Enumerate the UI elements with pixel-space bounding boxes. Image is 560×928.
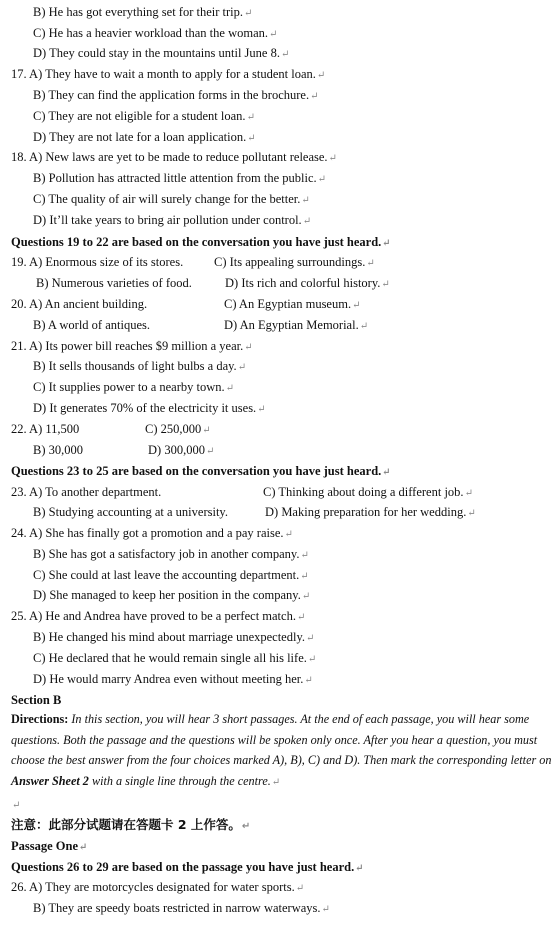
option-21d: D) It generates 70% of the electricity it uses.↵ [33,401,266,415]
paragraph-mark-icon: ↵ [300,550,309,561]
paragraph-mark-icon: ↵ [382,467,391,478]
paragraph-mark-icon: ↵ [467,508,476,519]
option-22b: B) 30,000 [33,443,83,457]
paragraph-mark-icon: ↵ [271,776,281,788]
paragraph-mark-icon: ↵ [295,883,305,894]
option-22c: C) 250,000↵ [145,422,211,436]
option-18b: B) Pollution has attracted little attention from the public.↵ [33,171,327,185]
paragraph-mark-icon: ↵ [205,446,215,457]
option-21c: C) It supplies power to a nearby town.↵ [33,380,235,394]
paragraph-mark-icon: ↵ [307,654,317,665]
option-25c: C) He declared that he would remain single all his life.↵ [33,651,317,665]
paragraph-mark-icon: ↵ [79,842,88,853]
heading-questions-19-22: Questions 19 to 22 are based on the conversation you have just heard.↵ [11,235,391,249]
paragraph-mark-icon: ↵ [464,488,473,499]
option-23c: C) Thinking about doing a different job.↵ [263,485,473,499]
option-26b: B) They are speedy boats restricted in narrow waterways.↵ [33,901,330,915]
paragraph-mark-icon: ↵ [301,591,311,602]
option-24d: D) She managed to keep her position in the company.↵ [33,588,311,602]
option-23b: B) Studying accounting at a university. [33,505,228,519]
option-19a: 19. A) Enormous size of its stores. [11,255,184,269]
paragraph-mark-icon: ↵ [317,174,327,185]
heading-questions-23-25: Questions 23 to 25 are based on the conversation you have just heard.↵ [11,464,391,478]
option-22d: D) 300,000↵ [148,443,215,457]
option-16b: B) He has got everything set for their trip.↵ [33,5,253,19]
directions-text-end: with a single line through the centre. [91,773,271,788]
directions-label: Directions: [11,712,69,726]
option-20a: 20. A) An ancient building. [11,297,148,311]
option-23a: 23. A) To another department. [11,485,162,499]
option-19d: D) Its rich and colorful history.↵ [225,276,390,290]
passage-one-heading: Passage One↵ [11,839,88,853]
option-16c: C) He has a heavier workload than the woman.↵ [33,26,278,40]
option-18c: C) The quality of air will surely change for the better.↵ [33,192,310,206]
option-24a: 24. A) She has finally got a promotion and a pay raise.↵ [11,526,293,540]
option-18d: D) It’ll take years to bring air pollution under control.↵ [33,213,312,227]
paragraph-mark-icon: ↵ [301,195,310,206]
paragraph-mark-icon: ↵ [328,153,337,164]
paragraph-mark-icon: ↵ [316,70,326,81]
option-26a: 26. A) They are motorcycles designated for water sports.↵ [11,880,305,894]
option-20d: D) An Egyptian Memorial.↵ [224,318,369,332]
paragraph-mark-icon: ↵ [304,675,313,686]
option-17c: C) They are not eligible for a student loan.↵ [33,109,255,123]
empty-paragraph [11,796,20,812]
paragraph-mark-icon: ↵ [247,133,256,144]
paragraph-mark-icon: ↵ [237,362,247,373]
paragraph-mark-icon: ↵ [321,904,330,915]
paragraph-mark-icon: ↵ [244,342,253,353]
option-17d: D) They are not late for a loan application.↵ [33,130,256,144]
option-24b: B) She has got a satisfactory job in another company.↵ [33,547,309,561]
option-18a: 18. A) New laws are yet to be made to reduce pollutant release.↵ [11,150,337,164]
option-17b: B) They can find the application forms in the brochure.↵ [33,88,319,102]
paragraph-mark-icon: ↵ [244,8,253,19]
option-22a: 22. A) 11,500 [11,422,80,436]
paragraph-mark-icon: ↵ [225,383,235,394]
paragraph-mark-icon: ↵ [382,238,391,249]
paragraph-mark-icon: ↵ [381,279,390,290]
paragraph-mark-icon: ↵ [257,404,266,415]
paragraph-mark-icon: ↵ [202,425,211,436]
paragraph-mark-icon: ↵ [310,91,319,102]
heading-questions-26-29: Questions 26 to 29 are based on the passage you have just heard.↵ [11,860,364,874]
option-23d: D) Making preparation for her wedding.↵ [265,505,476,519]
paragraph-mark-icon: ↵ [366,258,375,269]
paragraph-mark-icon: ↵ [352,300,361,311]
paragraph-mark-icon: ↵ [284,529,293,540]
section-b-heading: Section B [11,693,62,707]
answer-sheet-ref: Answer Sheet 2 [11,773,89,788]
paragraph-mark-icon: ↵ [280,49,290,60]
option-16d: D) They could stay in the mountains until June 8.↵ [33,46,290,60]
paragraph-mark-icon: ↵ [296,612,306,623]
option-20c: C) An Egyptian museum.↵ [224,297,361,311]
paragraph-mark-icon: ↵ [302,216,312,227]
paragraph-mark-icon: ↵ [359,321,369,332]
paragraph-mark-icon: ↵ [300,571,309,582]
paragraph-mark-icon: ↵ [246,112,255,123]
option-25b: B) He changed his mind about marriage unexpectedly.↵ [33,630,315,644]
paragraph-mark-icon: ↵ [269,29,278,40]
option-19c: C) Its appealing surroundings.↵ [214,255,375,269]
directions-paragraph [11,709,553,793]
option-25a: 25. A) He and Andrea have proved to be a perfect match.↵ [11,609,306,623]
option-21a: 21. A) Its power bill reaches $9 million a year.↵ [11,339,253,353]
option-21b: B) It sells thousands of light bulbs a day.↵ [33,359,247,373]
paragraph-mark-icon: ↵ [12,800,21,811]
option-24c: C) She could at last leave the accounting department.↵ [33,568,309,582]
paragraph-mark-icon: ↵ [241,821,251,832]
option-25d: D) He would marry Andrea even without meeting her.↵ [33,672,313,686]
paragraph-mark-icon: ↵ [306,633,315,644]
paragraph-mark-icon: ↵ [355,863,364,874]
directions-text: In this section, you will hear 3 short passages. At the end of each passage, you will hear some questions. Both the passage and the questions will be spoken only once. After you hear a question, you must choose the best answer from the four choices marked A), B), C) and D). Then mark the corresponding letter on [11,712,552,767]
option-19b: B) Numerous varieties of food. [36,276,192,290]
chinese-note: 注意：此部分试题请在答题卡 2 上作答。↵ [11,817,251,832]
option-20b: B) A world of antiques. [33,318,151,332]
option-17a: 17. A) They have to wait a month to apply for a student loan.↵ [11,67,326,81]
